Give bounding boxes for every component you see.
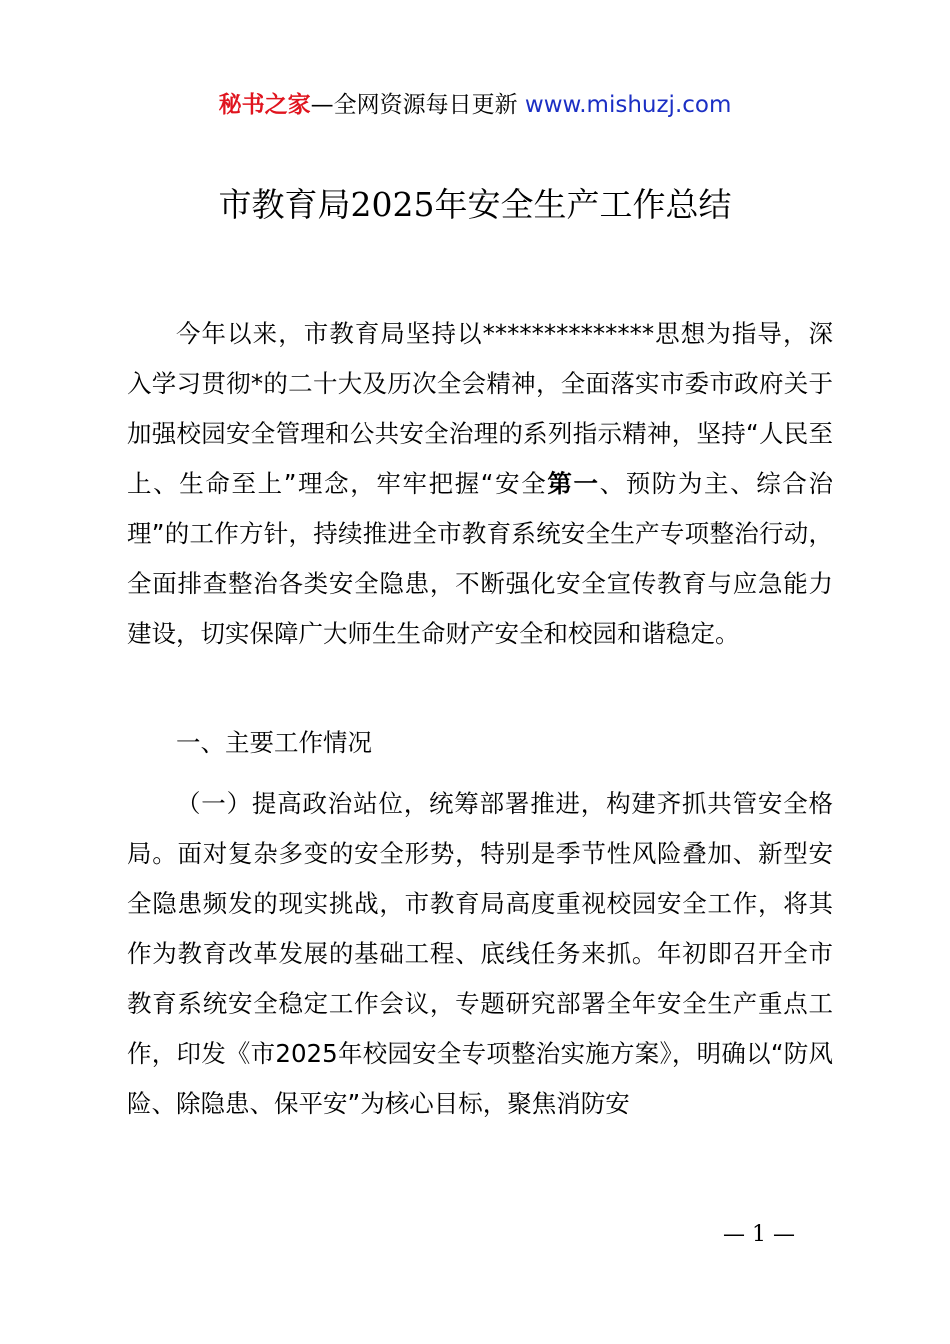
- banner-tagline: —全网资源每日更新: [310, 92, 525, 118]
- section-heading: [127, 718, 833, 768]
- website-link[interactable]: www.mishuzj.com: [524, 92, 732, 118]
- section-heading-text: 一、主要工作情况: [176, 728, 372, 757]
- intro-paragraph: [127, 309, 833, 659]
- intro-text-end: 、预防为主、综合治理”的工作方针，持续推进全市教育系统安全生产专项整治行动，全面排查整治各类安全隐患，不断强化安全宣传教育与应急能力建设，切实保障广大师生生命财产安全和校园和谐稳定。: [127, 469, 833, 648]
- section-paragraph-text: （一）提高政治站位，统筹部署推进，构建齐抓共管安全格局。面对复杂多变的安全形势，特别是季节性风险叠加、新型安全隐患频发的现实挑战，市教育局高度重视校园安全工作，将其作为教育改革发展的基础工程、底线任务来抓。年初即召开全市教育系统安全稳定工作会议，专题研究部署全年安全生产重点工作，印发《市2025年校园安全专项整治实施方案》，明确以“防风险、除隐患、保平安”为核心目标，聚焦消防安: [127, 789, 833, 1118]
- page-number: — 1 —: [723, 1222, 795, 1247]
- intro-text-start: 今年以来，市教育局坚持以**************思想为指导，深入学习贯彻*的二十大及历次全会精神，全面落实市委市政府关于加强校园安全管理和公共安全治理的系列指示精神，坚持“人民至上、生命至上”理念，牢牢把握“安全: [127, 319, 833, 498]
- document-title: 市教育局2025年安全生产工作总结: [218, 185, 732, 224]
- header-banner: [0, 88, 950, 122]
- section-paragraph: [127, 779, 833, 1129]
- intro-bold-text: 第一: [547, 469, 600, 498]
- brand-name: 秘书之家: [218, 92, 311, 118]
